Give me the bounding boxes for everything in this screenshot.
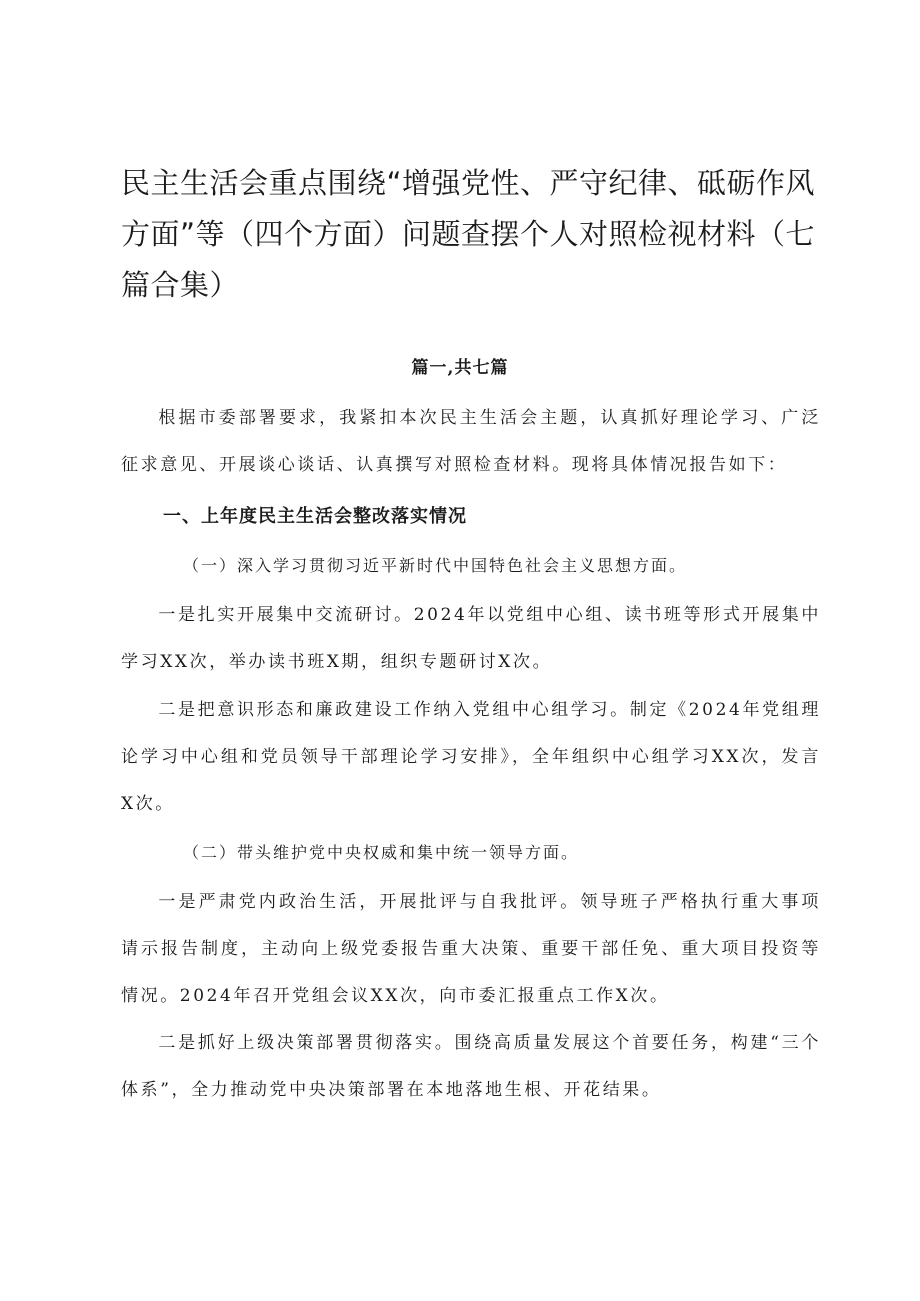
paragraph-4: 二是抓好上级决策部署贯彻落实。围绕高质量发展这个首要任务，构建“三个体系”，全力推动党中央决策部署在本地落地生根、开花结果。: [121, 1033, 821, 1100]
document-title: 民主生活会重点围绕“增强党性、严守纪律、砥砺作风方面”等（四个方面）问题查摆个人对照检视材料（七篇合集）: [121, 166, 816, 302]
intro-paragraph: 根据市委部署要求，我紧扣本次民主生活会主题，认真抓好理论学习、广泛征求意见、开展谈心谈话、认真撰写对照检查材料。现将具体情况报告如下：: [121, 408, 821, 475]
paragraph-2: 二是把意识形态和廉政建设工作纳入党组中心组学习。制定《2024年党组理论学习中心组和党员领导干部理论学习安排》，全年组织中心组学习XX次，发言X次。: [121, 700, 821, 814]
paragraph-1: 一是扎实开展集中交流研讨。2024年以党组中心组、读书班等形式开展集中学习XX次，举办读书班X期，组织专题研讨X次。: [121, 605, 821, 672]
section-label: 篇一,共七篇: [411, 358, 509, 378]
heading-level-1: 一、上年度民主生活会整改落实情况: [163, 506, 467, 527]
paragraph-3: 一是严肃党内政治生活，开展批评与自我批评。领导班子严格执行重大事项请示报告制度，主动向上级党委报告重大决策、重要干部任免、重大项目投资等情况。2024年召开党组会议XX次，向市委汇报重点工作X次。: [121, 892, 821, 1006]
subheading-2: （二）带头维护党中央权威和集中统一领导方面。: [183, 843, 580, 862]
subheading-1: （一）深入学习贯彻习近平新时代中国特色社会主义思想方面。: [183, 556, 688, 575]
